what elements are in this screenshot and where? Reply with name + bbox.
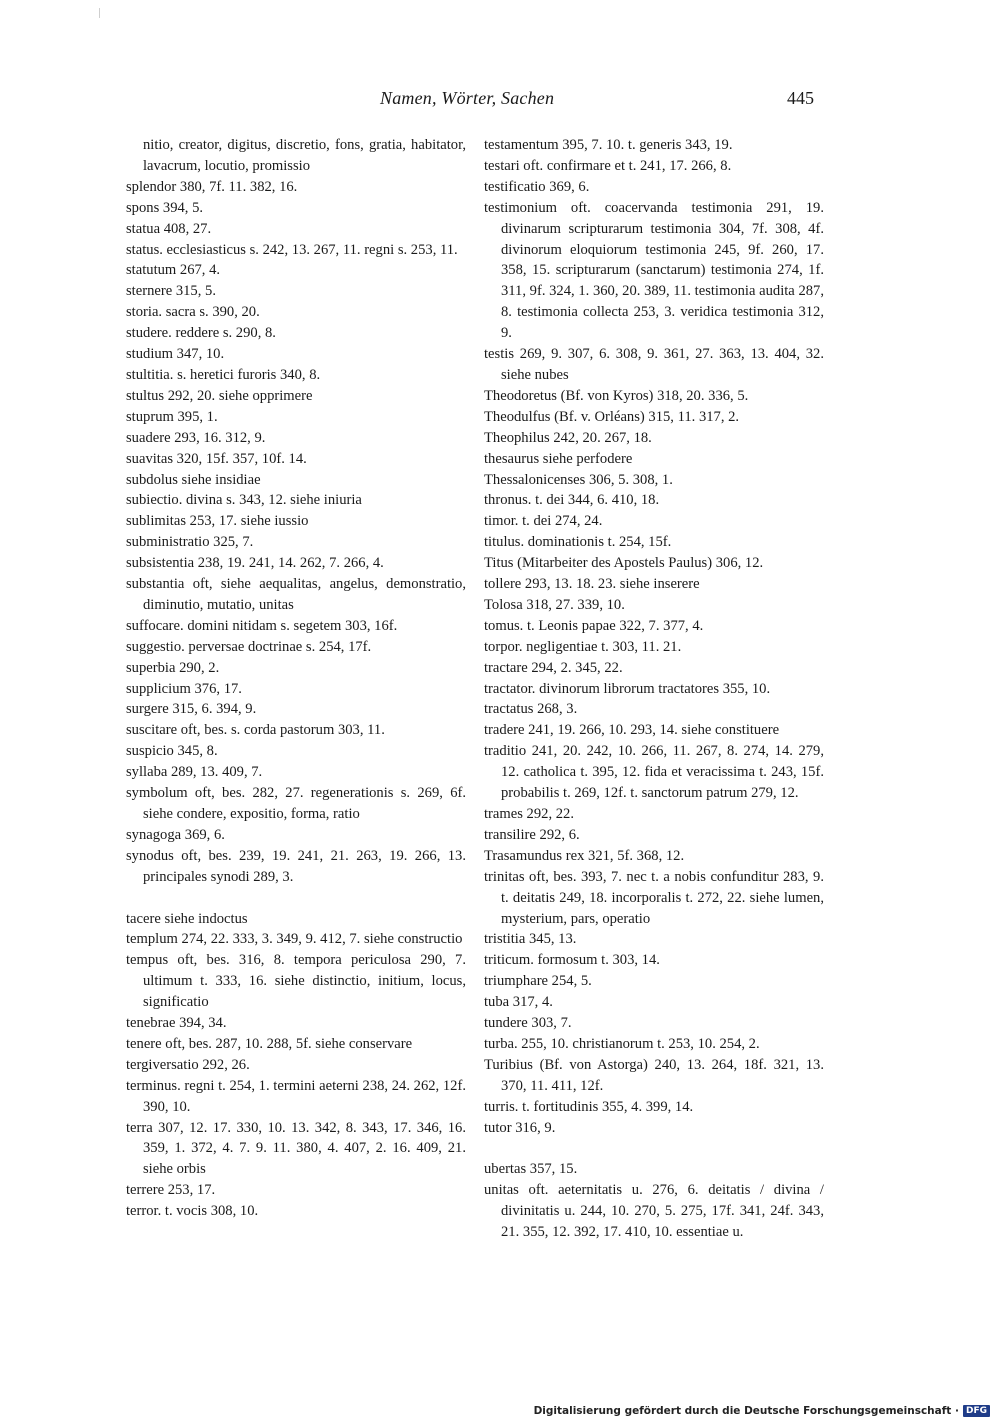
index-entry: tundere 303, 7. [484,1015,572,1032]
index-entry: synodus oft, bes. 239, 19. 241, 21. 263, 19. 266, 13. principales synodi 289, 3. [126,847,466,885]
index-entry: trames 292, 22. [484,806,574,822]
index-entry: tacere siehe indoctus [126,910,248,927]
index-entry: tuba 317, 4. [484,994,553,1011]
index-entry: suspicio 345, 8. [126,743,218,760]
index-entry: Theophilus 242, 20. 267, 18. [484,429,652,446]
index-entry: tenere oft, bes. 287, 10. 288, 5f. siehe conservare [126,1035,413,1052]
index-entry: tractare 294, 2. 345, 22. [484,659,623,676]
index-entry: sternere 315, 5. [126,283,216,300]
index-entry: terra 307, 12. 17. 330, 10. 13. 342, 8. 343, 17. 346, 16. 359, 1. 372, 4. 7. 9. 11. 380, 4. 407, 2. 16. 409, 21. siehe orbis [126,1119,466,1178]
index-entry: subdolus siehe insidiae [126,471,261,488]
index-entry: statua 408, 27. [126,220,212,237]
index-entry: terminus. regni t. 254, 1. termini aeterni 238, 24. 262, 12f. 390, 10. [126,1077,466,1115]
index-entry: Thessalonicenses 306, 5. 308, 1. [484,471,673,488]
index-entry: tristitia 345, 13. [484,931,577,948]
index-entry: suadere 293, 16. 312, 9. [126,429,266,446]
index-entry: surgere 315, 6. 394, 9. [126,701,257,718]
index-entry: syllaba 289, 13. 409, 7. [126,764,263,781]
index-entry: transilire 292, 6. [484,826,580,843]
crop-mark [99,8,100,18]
index-entry: timor. t. dei 274, 24. [484,513,603,530]
page-title: Namen, Wörter, Sachen [380,88,555,108]
index-entry: sublimitas 253, 17. siehe iussio [126,513,309,530]
index-entry: suffocare. domini nitidam s. segetem 303, 16f. [126,617,398,634]
index-entry: stultus 292, 20. siehe opprimere [126,387,313,404]
index-entry: studium 347, 10. [126,346,225,363]
index-entry: synagoga 369, 6. [126,826,225,843]
index-entry: supplicium 376, 17. [126,680,242,697]
index-entry: thesaurus siehe perfodere [484,450,633,467]
index-entry: unitas oft. aeternitatis u. 276, 6. deitatis / divina / divinitatis u. 244, 10. 270, 5. 275, 17f. 341, 24f. 343, 21. 355, 12. 392, 17. 410, 10. essentiae u. [484,1182,824,1241]
index-entry: substantia oft, siehe aequalitas, angelus, demonstratio, diminutio, mutatio, unitas [126,576,466,613]
index-entry: Tolosa 318, 27. 339, 10. [484,596,625,613]
index-entry: turba. 255, 10. christianorum t. 253, 10. 254, 2. [484,1035,760,1052]
index-entry: studere. reddere s. 290, 8. [126,325,276,342]
index-entry: testimonium oft. coacervanda testimonia 291, 19. divinarum scripturarum testimonia 304, 7f. 308, 4f. divinorum eloquiorum testimonia 245, 9f. 260, 17. 358, 15. scripturarum (sanctarum) testimonia 274, 1f. 311, 9f. 324, 1. 360, 20. 389, 11. testimonia audita 287, 8. testimonia collecta 253, 3. veridica testimonia 312, 9. [484,199,824,342]
index-entry: subsistentia 238, 19. 241, 14. 262, 7. 266, 4. [126,555,384,572]
index-entry: Turibius (Bf. von Astorga) 240, 13. 264, 18f. 321, 13. 370, 11. 411, 12f. [484,1056,824,1094]
index-entry: superbia 290, 2. [126,659,220,676]
index-entry: tenebrae 394, 34. [126,1015,227,1032]
index-entry: terror. t. vocis 308, 10. [126,1203,259,1220]
index-entry: testis 269, 9. 307, 6. 308, 9. 361, 27. 363, 13. 404, 32. siehe nubes [484,346,824,383]
index-entry: torpor. negligentiae t. 303, 11. 21. [484,638,682,655]
index-entry: templum 274, 22. 333, 3. 349, 9. 412, 7. siehe constructio [126,931,463,948]
index-column-left [126,135,466,1222]
index-entry: statutum 267, 4. [126,262,221,279]
funding-footer [534,1405,990,1417]
index-entry: ubertas 357, 15. [484,1161,578,1178]
index-entry: stultitia. s. heretici furoris 340, 8. [126,366,321,383]
index-entry: tractatus 268, 3. [484,701,578,718]
index-entry: spons 394, 5. [126,199,204,216]
page-number: 445 [787,88,814,108]
funding-note: Digitalisierung gefördert durch die Deutsche Forschungsgemeinschaft · [533,1405,959,1417]
index-entry: suavitas 320, 15f. 357, 10f. 14. [126,450,307,467]
index-entry: terrere 253, 17. [126,1182,216,1199]
index-entry: symbolum oft, bes. 282, 27. regenerationis s. 269, 6f. siehe condere, expositio, forma, ratio [126,785,466,822]
index-entry: triticum. formosum t. 303, 14. [484,952,660,969]
index-entry: titulus. dominationis t. 254, 15f. [484,534,672,551]
index-entry: subministratio 325, 7. [126,534,254,551]
index-entry: tergiversatio 292, 26. [126,1056,250,1073]
index-entry: turris. t. fortitudinis 355, 4. 399, 14. [484,1098,694,1115]
index-entry: splendor 380, 7f. 11. 382, 16. [126,178,298,195]
index-entry: Titus (Mitarbeiter des Apostels Paulus) 306, 12. [484,555,764,572]
index-entry: traditio 241, 20. 242, 10. 266, 11. 267, 8. 274, 14. 279, 12. catholica t. 395, 12. fida et veracissima t. 243, 15f. probabilis t. 269, 12f. t. sanctorum patrum 279, 12. [484,743,824,802]
index-entry: Theodoretus (Bf. von Kyros) 318, 20. 336, 5. [484,387,749,404]
index-entry: subiectio. divina s. 343, 12. siehe iniuria [126,492,362,509]
index-entry: triumphare 254, 5. [484,973,592,990]
index-entry: Theodulfus (Bf. v. Orléans) 315, 11. 317, 2. [484,408,740,425]
index-entry: suggestio. perversae doctrinae s. 254, 17f. [126,638,372,655]
index-entry: nitio, creator, digitus, discretio, fons, gratia, habitator, lavacrum, locutio, promissio [143,137,466,174]
index-entry: testamentum 395, 7. 10. t. generis 343, 19. [484,137,733,153]
index-entry: tractator. divinorum librorum tractatores 355, 10. [484,680,771,697]
index-column-right [484,135,824,1243]
index-entry: tradere 241, 19. 266, 10. 293, 14. siehe constituere [484,722,780,739]
index-entry: tutor 316, 9. [484,1119,556,1136]
index-entry: trinitas oft, bes. 393, 7. nec t. a nobis confunditur 283, 9. t. deitatis 249, 18. incorporalis t. 272, 22. siehe lumen, mysterium, pars, operatio [484,868,824,927]
running-head [0,88,1000,114]
index-entry: thronus. t. dei 344, 6. 410, 18. [484,492,660,509]
index-entry: storia. sacra s. 390, 20. [126,304,260,321]
index-entry: tomus. t. Leonis papae 322, 7. 377, 4. [484,617,704,634]
index-entry: status. ecclesiasticus s. 242, 13. 267, 11. regni s. 253, 11. [126,241,458,258]
index-entry: suscitare oft, bes. s. corda pastorum 303, 11. [126,722,385,739]
index-entry: testari oft. confirmare et t. 241, 17. 266, 8. [484,157,732,174]
index-entry: testificatio 369, 6. [484,178,590,195]
index-entry: tempus oft, bes. 316, 8. tempora periculosa 290, 7. ultimum t. 333, 16. siehe distinctio, initium, locus, significatio [126,952,466,1011]
dfg-logo: DFG [963,1405,990,1417]
index-entry: Trasamundus rex 321, 5f. 368, 12. [484,847,685,864]
index-entry: tollere 293, 13. 18. 23. siehe inserere [484,576,700,593]
index-entry: stuprum 395, 1. [126,408,218,425]
